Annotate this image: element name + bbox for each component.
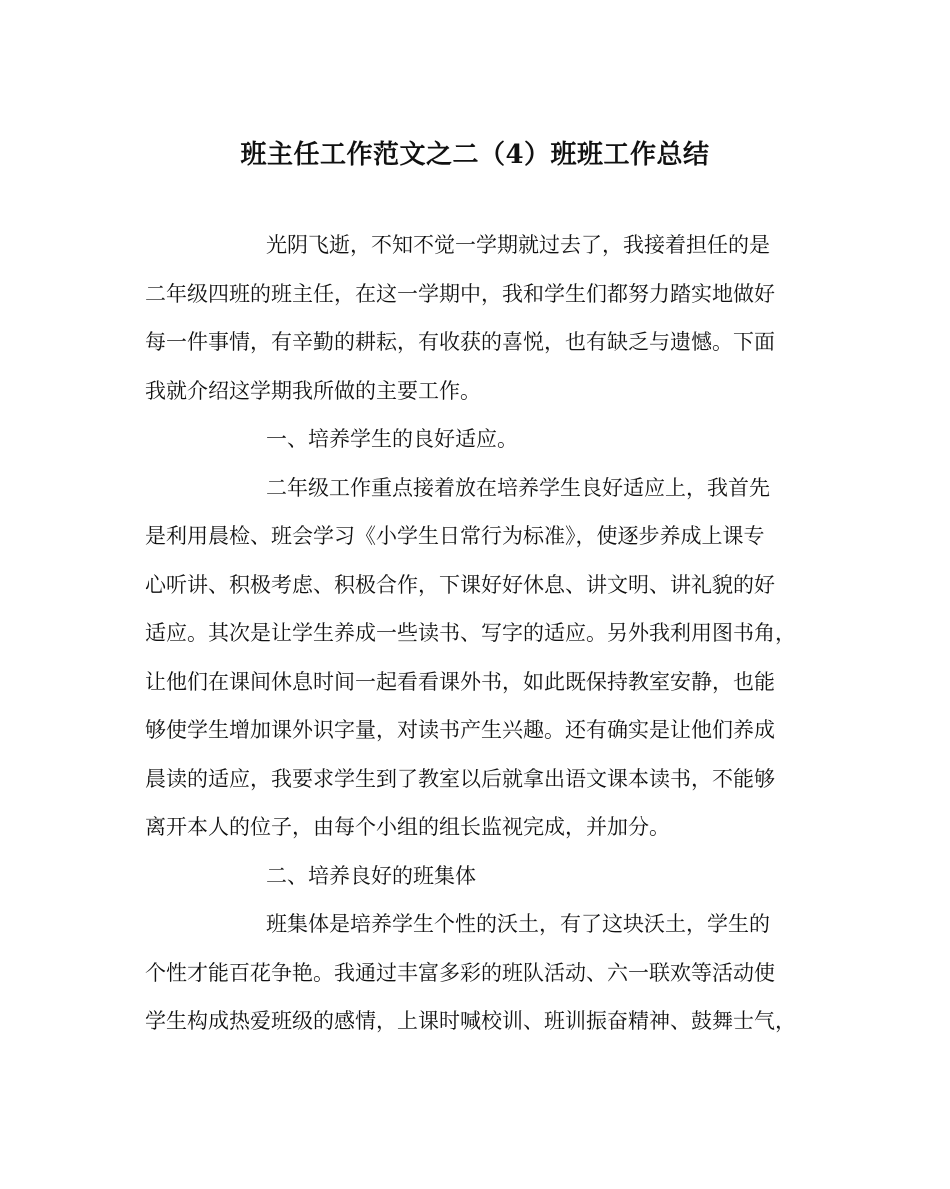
paragraph-line: 班集体是培养学生个性的沃土，有了这块沃土，学生的 bbox=[266, 912, 770, 936]
paragraph-line: 够使学生增加课外识字量，对读书产生兴趣。还有确实是让他们养成 bbox=[145, 718, 775, 742]
document-body bbox=[145, 221, 810, 1046]
section-heading: 二、培养良好的班集体 bbox=[266, 863, 476, 888]
paragraph-line: 个性才能百花争艳。我通过丰富多彩的班队活动、六一联欢等活动使 bbox=[145, 960, 775, 985]
paragraph-line: 晨读的适应，我要求学生到了教室以后就拿出语文课本读书，不能够 bbox=[145, 766, 775, 791]
paragraph-line: 二年级工作重点接着放在培养学生良好适应上，我首先 bbox=[266, 475, 770, 500]
paragraph-line: 心听讲、积极考虑、积极合作，下课好好休息、讲文明、讲礼貌的好 bbox=[145, 572, 775, 597]
paragraph-line: 我就介绍这学期我所做的主要工作。 bbox=[145, 378, 481, 403]
paragraph-line: 二年级四班的班主任，在这一学期中，我和学生们都努力踏实地做好 bbox=[145, 281, 775, 306]
paragraph-line: 光阴飞逝，不知不觉一学期就过去了，我接着担任的是 bbox=[266, 233, 770, 257]
section-heading: 一、培养学生的良好适应。 bbox=[266, 427, 518, 451]
paragraph-line: 离开本人的位子，由每个小组的组长监视完成，并加分。 bbox=[145, 815, 670, 839]
document-title: 班主任工作范文之二（4）班班工作总结 bbox=[240, 140, 710, 170]
paragraph-line: 适应。其次是让学生养成一些读书、写字的适应。另外我利用图书角， bbox=[145, 621, 796, 645]
paragraph-line: 让他们在课间休息时间一起看看课外书，如此既保持教室安静，也能 bbox=[145, 669, 775, 694]
paragraph-line: 每一件事情，有辛勤的耕耘，有收获的喜悦，也有缺乏与遗憾。下面 bbox=[145, 330, 775, 354]
paragraph-line: 是利用晨检、班会学习《小学生日常行为标准》，使逐步养成上课专 bbox=[145, 524, 765, 548]
paragraph-line: 学生构成热爱班级的感情，上课时喊校训、班训振奋精神、鼓舞士气， bbox=[145, 1009, 796, 1033]
